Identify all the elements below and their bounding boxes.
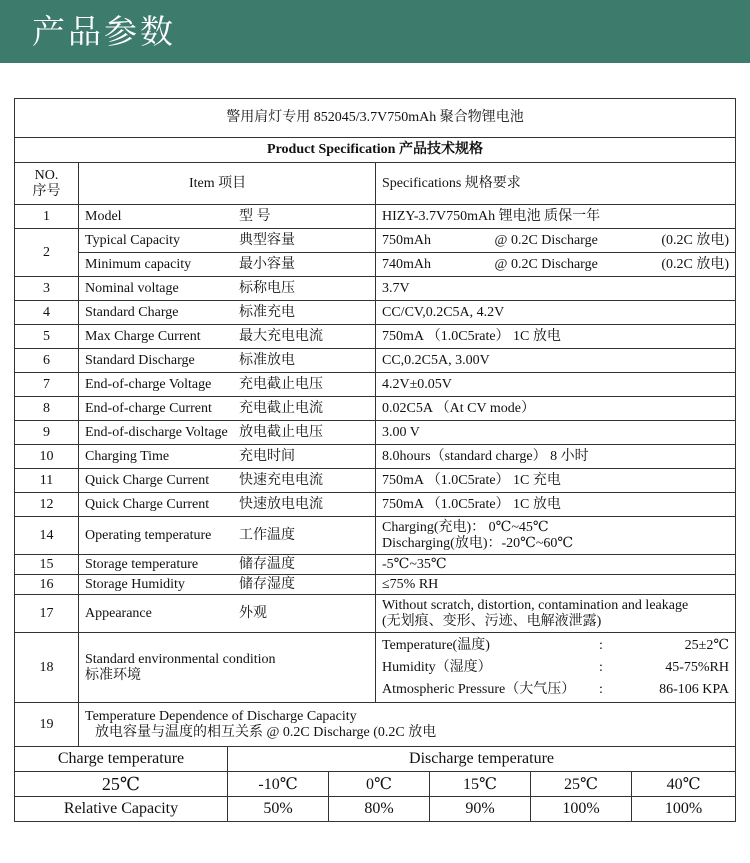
spec-line: Charging(充电)： 0℃~45℃ xyxy=(382,519,549,535)
spec-note: (0.2C 放电) xyxy=(661,232,729,248)
row-number: 19 xyxy=(15,703,79,747)
table-row xyxy=(15,205,736,229)
header-banner xyxy=(0,0,750,63)
table-row xyxy=(15,517,736,555)
item-en: Minimum capacity xyxy=(85,256,192,272)
item-zh: 放电截止电压 xyxy=(239,424,323,440)
item-zh: 标准充电 xyxy=(239,304,295,320)
head-item: Item 项目 xyxy=(79,163,376,205)
item-zh: 储存湿度 xyxy=(239,576,295,592)
table-row xyxy=(15,277,736,301)
table-row xyxy=(15,253,736,277)
row-item xyxy=(79,421,376,445)
item-en: Quick Charge Current xyxy=(85,496,210,512)
row-spec: 3.00 V xyxy=(376,421,736,445)
env-value: 86-106 KPA xyxy=(659,681,729,697)
row-number: 17 xyxy=(15,595,79,633)
env-sep: : xyxy=(599,637,603,653)
table-row xyxy=(15,325,736,349)
item-zh: 最小容量 xyxy=(239,256,295,272)
row-number: 7 xyxy=(15,373,79,397)
spec-table xyxy=(14,98,736,747)
item-zh: 充电时间 xyxy=(239,448,295,464)
table-row xyxy=(15,445,736,469)
page-title: 产品参数 xyxy=(32,12,176,51)
spec-value: 750mAh xyxy=(382,232,431,248)
row-number: 6 xyxy=(15,349,79,373)
item-zh: 最大充电电流 xyxy=(239,328,323,344)
item-zh: 快速放电电流 xyxy=(239,496,323,512)
row-item xyxy=(79,517,376,555)
item-zh: 工作温度 xyxy=(239,527,295,543)
env-value: 25±2℃ xyxy=(684,637,729,653)
item-zh: 标准环境 xyxy=(85,667,141,683)
row-item xyxy=(79,445,376,469)
charge-temp-value: 25℃ xyxy=(15,772,228,797)
row-number: 8 xyxy=(15,397,79,421)
table-row xyxy=(15,595,736,633)
row-spec xyxy=(376,253,736,277)
row-item xyxy=(79,595,376,633)
spec-line: Discharging(放电)：-20℃~60℃ xyxy=(382,535,574,551)
row-number: 9 xyxy=(15,421,79,445)
row-item xyxy=(79,205,376,229)
row-item xyxy=(79,301,376,325)
table-row xyxy=(15,469,736,493)
row-item xyxy=(79,253,376,277)
table-row xyxy=(15,373,736,397)
table-row xyxy=(15,229,736,253)
table-title: 警用肩灯专用 852045/3.7V750mAh 聚合物锂电池 xyxy=(15,99,736,138)
row-spec: 750mA （1.0C5rate） 1C 充电 xyxy=(376,469,736,493)
relative-capacity-label: Relative Capacity xyxy=(15,797,228,822)
row-item xyxy=(79,277,376,301)
item-en: End-of-charge Voltage xyxy=(85,376,212,392)
env-label: Atmospheric Pressure（大气压） xyxy=(382,681,576,697)
row-spec: 750mA （1.0C5rate） 1C 放电 xyxy=(376,325,736,349)
spec-line: (无划痕、变形、污迹、电解液泄露) xyxy=(382,613,602,629)
row-number: 4 xyxy=(15,301,79,325)
item-zh: 充电截止电压 xyxy=(239,376,323,392)
discharge-temp: 0℃ xyxy=(329,772,430,797)
spec-line: Without scratch, distortion, contamination and leakage xyxy=(382,597,689,613)
row-spec: 0.02C5A （At CV mode） xyxy=(376,397,736,421)
table-row xyxy=(15,703,736,747)
item-en: Operating temperature xyxy=(85,527,212,543)
item-en: Standard environmental condition xyxy=(85,651,276,667)
row-item xyxy=(79,229,376,253)
spec-sheet xyxy=(14,98,735,827)
row-item xyxy=(79,703,736,747)
row-number: 14 xyxy=(15,517,79,555)
relative-capacity: 100% xyxy=(632,797,736,822)
row-number: 2 xyxy=(15,229,79,277)
row-number: 5 xyxy=(15,325,79,349)
item-zh: 快速充电电流 xyxy=(239,472,323,488)
row-item xyxy=(79,633,376,703)
discharge-temp-label: Discharge temperature xyxy=(228,747,736,772)
row-item xyxy=(79,325,376,349)
row-spec: 4.2V±0.05V xyxy=(376,373,736,397)
item-en: Storage Humidity xyxy=(85,576,185,592)
relative-capacity: 90% xyxy=(430,797,531,822)
row-spec: 750mA （1.0C5rate） 1C 放电 xyxy=(376,493,736,517)
spec-note: (0.2C 放电) xyxy=(661,256,729,272)
row-spec: -5℃~35℃ xyxy=(376,555,736,575)
relative-capacity: 100% xyxy=(531,797,632,822)
row-number: 1 xyxy=(15,205,79,229)
item-zh: 外观 xyxy=(239,605,267,621)
relative-capacity: 50% xyxy=(228,797,329,822)
row-number: 10 xyxy=(15,445,79,469)
item-en: Appearance xyxy=(85,605,152,621)
discharge-temp: 25℃ xyxy=(531,772,632,797)
item-en: Storage temperature xyxy=(85,556,199,572)
env-sep: : xyxy=(599,681,603,697)
capacity-title-zh: 放电容量与温度的相互关系 @ 0.2C Discharge (0.2C 放电 xyxy=(95,724,437,740)
item-en: Standard Charge xyxy=(85,304,179,320)
item-en: Standard Discharge xyxy=(85,352,195,368)
row-spec xyxy=(376,517,736,555)
table-row xyxy=(15,633,736,703)
discharge-capacity-table xyxy=(14,746,736,822)
table-row xyxy=(15,301,736,325)
table-row xyxy=(15,349,736,373)
item-zh: 标称电压 xyxy=(239,280,295,296)
item-en: Nominal voltage xyxy=(85,280,179,296)
discharge-temp: -10℃ xyxy=(228,772,329,797)
table-subtitle: Product Specification 产品技术规格 xyxy=(15,138,736,163)
row-item xyxy=(79,469,376,493)
spec-condition: @ 0.2C Discharge xyxy=(494,256,598,272)
row-spec: CC,0.2C5A, 3.00V xyxy=(376,349,736,373)
row-number: 16 xyxy=(15,575,79,595)
row-spec: HIZY-3.7V750mAh 锂电池 质保一年 xyxy=(376,205,736,229)
row-spec: CC/CV,0.2C5A, 4.2V xyxy=(376,301,736,325)
table-row xyxy=(15,421,736,445)
row-spec: 8.0hours（standard charge） 8 小时 xyxy=(376,445,736,469)
table-row xyxy=(15,575,736,595)
table-row xyxy=(15,555,736,575)
row-spec xyxy=(376,595,736,633)
row-item xyxy=(79,397,376,421)
row-number: 11 xyxy=(15,469,79,493)
row-number: 3 xyxy=(15,277,79,301)
row-number: 15 xyxy=(15,555,79,575)
charge-temp-label: Charge temperature xyxy=(15,747,228,772)
row-number: 12 xyxy=(15,493,79,517)
discharge-temp: 40℃ xyxy=(632,772,736,797)
env-sep: : xyxy=(599,659,603,675)
env-label: Temperature(温度) xyxy=(382,637,490,653)
discharge-temp: 15℃ xyxy=(430,772,531,797)
row-item xyxy=(79,373,376,397)
head-no: NO. 序号 xyxy=(15,163,79,205)
item-en: End-of-charge Current xyxy=(85,400,212,416)
row-spec xyxy=(376,229,736,253)
item-zh: 储存温度 xyxy=(239,556,295,572)
env-value: 45-75%RH xyxy=(665,659,729,675)
capacity-title-en: Temperature Dependence of Discharge Capacity xyxy=(85,708,357,724)
head-spec: Specifications 规格要求 xyxy=(376,163,736,205)
item-en: Quick Charge Current xyxy=(85,472,210,488)
row-item xyxy=(79,493,376,517)
spec-condition: @ 0.2C Discharge xyxy=(494,232,598,248)
item-zh: 标准放电 xyxy=(239,352,295,368)
row-item xyxy=(79,555,376,575)
row-item xyxy=(79,575,376,595)
row-spec: 3.7V xyxy=(376,277,736,301)
table-row xyxy=(15,493,736,517)
table-row xyxy=(15,397,736,421)
row-item xyxy=(79,349,376,373)
item-zh: 典型容量 xyxy=(239,232,295,248)
env-label: Humidity（湿度） xyxy=(382,659,492,675)
item-en: Model xyxy=(85,208,122,224)
relative-capacity: 80% xyxy=(329,797,430,822)
row-spec: ≤75% RH xyxy=(376,575,736,595)
row-number: 18 xyxy=(15,633,79,703)
item-en: Max Charge Current xyxy=(85,328,201,344)
item-en: Typical Capacity xyxy=(85,232,181,248)
item-en: End-of-discharge Voltage xyxy=(85,424,228,440)
item-zh: 型 号 xyxy=(239,208,271,224)
item-en: Charging Time xyxy=(85,448,170,464)
spec-value: 740mAh xyxy=(382,256,431,272)
row-spec xyxy=(376,633,736,703)
item-zh: 充电截止电流 xyxy=(239,400,323,416)
